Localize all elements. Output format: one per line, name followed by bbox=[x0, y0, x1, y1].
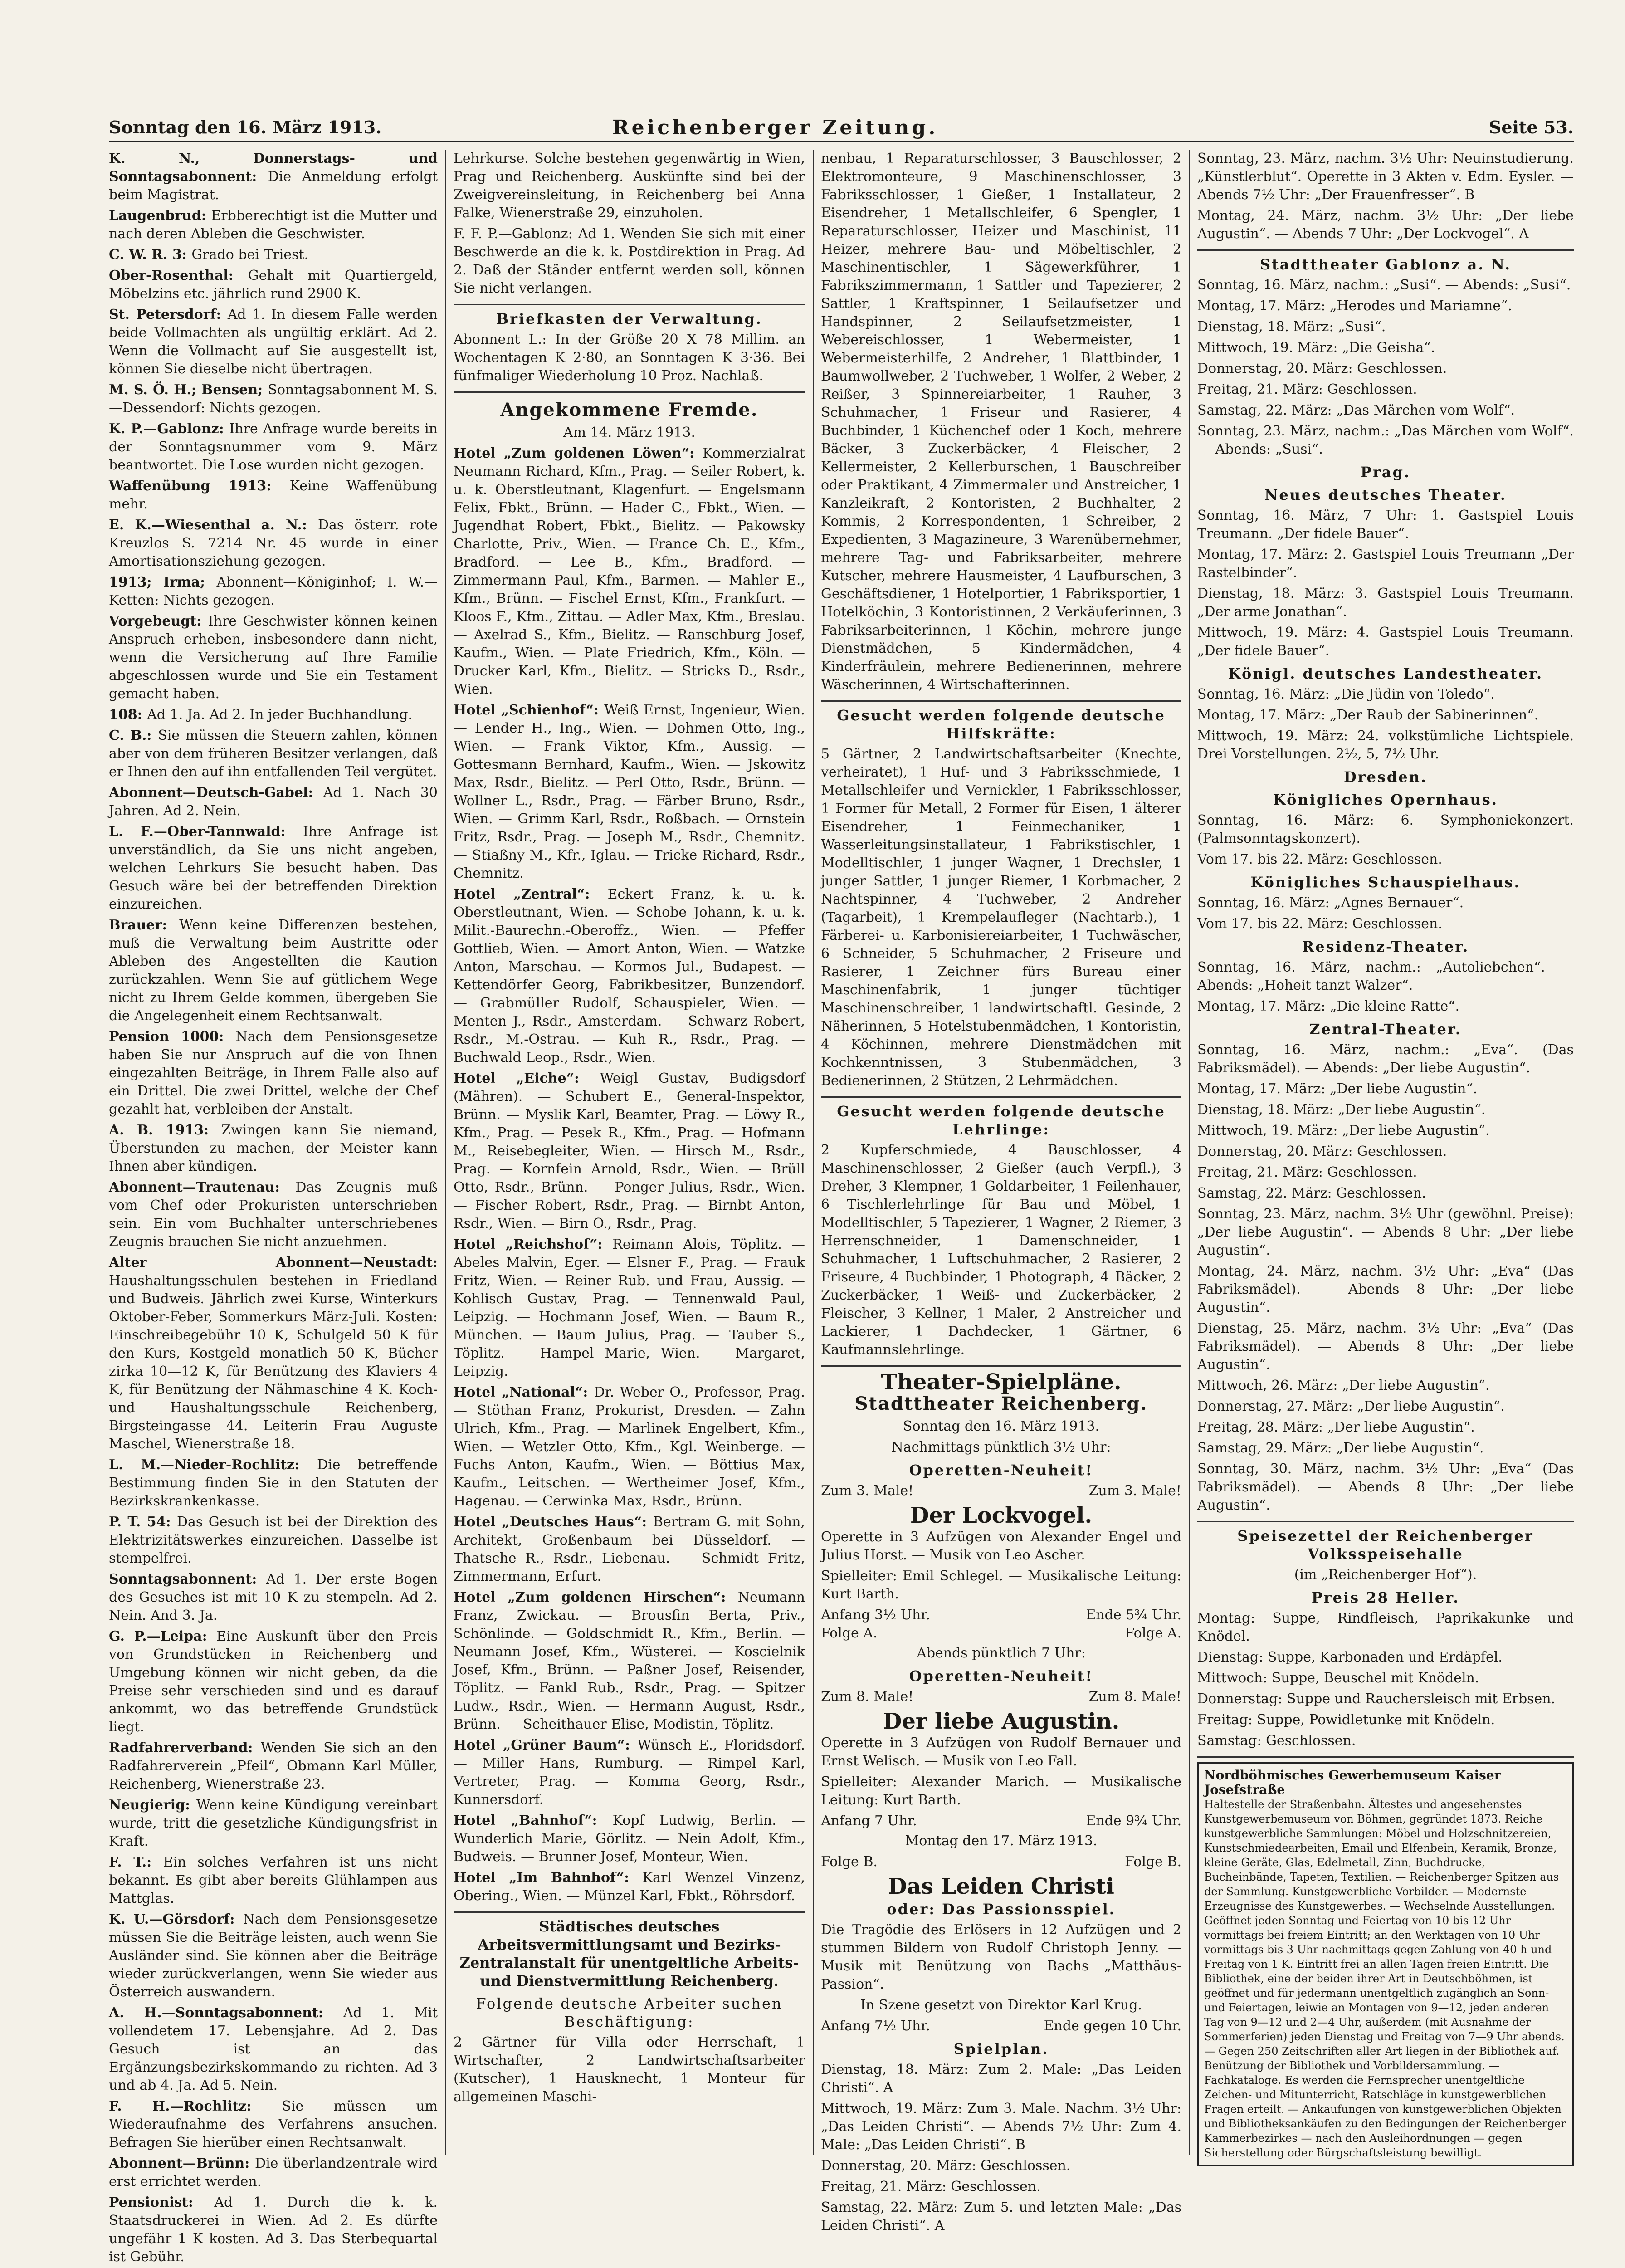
hotel-name: Hotel „Zum goldenen Hirschen“: bbox=[454, 1589, 738, 1605]
schedule-list bbox=[1197, 685, 1574, 763]
menu-location: (im „Reichenberger Hof“). bbox=[1294, 1567, 1477, 1583]
letter-entry bbox=[109, 1628, 438, 1736]
hotel-name: Hotel „Deutsches Haus“: bbox=[454, 1514, 653, 1530]
letter-reply: Nach dem Pensionsgesetze haben Sie nur Anspruch auf die von Ihnen eingezahlten Beiträge, in Ihrem Falle also auf ein Drittel. Die zwei Drittel, welche der Chef gezahlt hat, verbleiben der Anstalt. bbox=[109, 1029, 438, 1117]
schedule-entry: Montag, 17. März: „Die kleine Ratte“. bbox=[1197, 998, 1460, 1014]
show-title: Der liebe Augustin. bbox=[883, 1709, 1120, 1734]
show-series-row bbox=[821, 1853, 1181, 1871]
show-subtitle: oder: Das Passionsspiel. bbox=[887, 1901, 1116, 1918]
show-count: Zum 8. Male! bbox=[1088, 1689, 1181, 1705]
section-rule bbox=[821, 1096, 1181, 1098]
letter-entry bbox=[109, 1570, 438, 1625]
letter-addressee: Neugierig: bbox=[109, 1797, 196, 1813]
schedule-entry: Samstag, 22. März: „Das Märchen vom Wolf“. bbox=[1197, 402, 1515, 418]
show-direction: Spielleiter: Emil Schlegel. — Musikalische Leitung: Kurt Barth. bbox=[821, 1568, 1181, 1602]
paragraph: Lehrkurse. Solche bestehen gegenwärtig in Wien, Prag und Reichenberg. Auskünfte sind bei der Zweigvereinsleitung, in Reichenberg bei Anna Falke, Wienerstraße 29, einzuholen. bbox=[454, 151, 805, 221]
letter-addressee: F. H.—Rochlitz: bbox=[109, 2098, 282, 2114]
hotel-name: Hotel „Zum goldenen Löwen“: bbox=[454, 445, 703, 461]
section-rule bbox=[1197, 1521, 1574, 1522]
letter-reply: Ein solches Verfahren ist uns nicht bekannt. Es gibt aber bereits Glühlampen aus Mattglas. bbox=[109, 1854, 438, 1906]
letter-addressee: Laugenbrud: bbox=[109, 208, 211, 224]
schedule-list bbox=[1197, 811, 1574, 869]
show-description: Operette in 3 Aufzügen von Alexander Engel und Julius Horst. — Musik von Leo Ascher. bbox=[821, 1529, 1181, 1563]
letter-reply: Das Zeugnis muß vom Chef oder Prokuristen unterschrieben sein. Ein vom Buchhalter unterschriebenes Zeugnis brauchen Sie nicht anzuehmen. bbox=[109, 1179, 438, 1250]
column-2 bbox=[454, 150, 805, 2155]
hotel-entry bbox=[454, 701, 805, 883]
city-heading: Dresden. bbox=[1343, 768, 1428, 786]
hotel-entry bbox=[454, 1236, 805, 1381]
hotel-guests: Weiß Ernst, Ingenieur, Wien. — Lender H., Ing., Wien. — Dohmen Otto, Ing., Wien. — Frank Viktor, Kfm., Aussig. — Gottesmann Bernhard, Kaufm., Wien. — Jskowitz Max, Rsdr., Bielitz. — Perl Otto, Rsdr., Brünn. — Wollner L., Rsdr., Prag. — Färber Bruno, Rsdr., Wien. — Grimm Karl, Rsdr., Roßbach. — Ornstein Fritz, Rsdr., Prag. — Joseph M., Rsdr., Chemnitz. — Stiaßny M., Kfr., Iglau. — Tricke Richard, Rsdr., Chemnitz. bbox=[454, 702, 805, 881]
show-title: Das Leiden Christi bbox=[888, 1874, 1114, 1899]
letter-reply: Eine Auskunft über den Preis von Grundstücken in Reichenberg und Umgebung können wir nicht geben, da die Preise sehr verschieden sind und es darauf ankommt, wo das betreffende Grundstück liegt. bbox=[109, 1628, 438, 1735]
letter-entry bbox=[109, 246, 438, 264]
letter-reply: Ad 1. Der erste Bogen des Gesuches ist mit 10 K zu stempeln. Ad 2. Nein. And 3. Ja. bbox=[109, 1571, 438, 1623]
letter-reply: Sie müssen die Steuern zahlen, können aber von dem früheren Besitzer verlangen, daß er Ihnen den auf ihn entfallenden Teil vergütet. bbox=[109, 728, 438, 780]
museum-advertisement bbox=[1197, 1762, 1574, 2166]
letter-entry bbox=[109, 150, 438, 204]
letter-entry bbox=[109, 207, 438, 243]
schedule-entry: Freitag, 21. März: Geschlossen. bbox=[1197, 381, 1417, 397]
hotel-name: Hotel „Zentral“: bbox=[454, 886, 608, 902]
section-rule bbox=[454, 391, 805, 393]
theater-heading: Theater-Spielpläne. bbox=[881, 1369, 1122, 1395]
letter-reply: Nach dem Pensionsgesetze müssen Sie die Beiträge leisten, auch wenn Sie Ausländer sind. Sie können aber die Beiträge wieder zurückverlangen, wenn Sie wieder aus Österreich auswandern. bbox=[109, 1911, 438, 2000]
section-heading: Briefkasten der Verwaltung. bbox=[496, 310, 762, 327]
column-rule bbox=[1189, 150, 1190, 2155]
letter-reply: Die überlandzentrale wird erst errichtet werden. bbox=[109, 2156, 438, 2190]
letter-reply: Wenden Sie sich an den Radfahrerverein „Pfeil“, Obmann Karl Müller, Reichenberg, Wienerstraße 23. bbox=[109, 1740, 438, 1792]
show-series-row bbox=[821, 1624, 1181, 1642]
column-rule bbox=[445, 150, 446, 2155]
schedule-entry: Montag, 24. März, nachm. 3½ Uhr: „Eva“ (Das Fabriksmädel). — Abends 8 Uhr: „Der liebe Augustin“. bbox=[1197, 1263, 1574, 1315]
show-title: Der Lockvogel. bbox=[910, 1503, 1093, 1528]
show-end: Ende gegen 10 Uhr. bbox=[1044, 2018, 1181, 2034]
letter-entry bbox=[109, 1513, 438, 1568]
letter-reply: Das österr. rote Kreuzlos S. 7214 Nr. 45 wurde in einer Amortisationsziehung gezogen. bbox=[109, 517, 438, 569]
letter-reply: Wenn keine Kündigung vereinbart wurde, tritt die gesetzliche Kündigungsfrist in Kraft. bbox=[109, 1797, 438, 1849]
letter-addressee: Pensionist: bbox=[109, 2195, 215, 2210]
hotel-name: Hotel „Im Bahnhof“: bbox=[454, 1870, 643, 1886]
letter-reply: Ihre Anfrage wurde bereits in der Sonntagsnummer vom 9. März beantwortet. Die Lose wurden nicht gezogen. bbox=[109, 421, 438, 473]
schedule-entry: Vom 17. bis 22. März: Geschlossen. bbox=[1197, 851, 1442, 867]
letter-addressee: Abonnent—Deutsch-Gabel: bbox=[109, 785, 323, 801]
letter-reply: Die Anmeldung erfolgt beim Magistrat. bbox=[109, 169, 438, 203]
letter-addressee: K. N., Donnerstags- und Sonntagsabonnent: bbox=[109, 151, 438, 185]
newspaper-page bbox=[109, 113, 1583, 2265]
schedule-entry: Montag, 17. März: „Der Raub der Sabinerinnen“. bbox=[1197, 707, 1539, 723]
show-count-row bbox=[821, 1482, 1181, 1500]
schedule-entry: Dienstag, 25. März, nachm. 3½ Uhr: „Eva“ (Das Fabriksmädel). — Abends 8 Uhr: „Der liebe Augustin“. bbox=[1197, 1320, 1574, 1373]
schedule-entry: Donnerstag, 27. März: „Der liebe Augustin“. bbox=[1197, 1398, 1505, 1414]
section-rule bbox=[821, 700, 1181, 702]
hotel-entry bbox=[454, 1513, 805, 1586]
schedule-heading: Spielplan. bbox=[953, 2040, 1049, 2058]
column-rule bbox=[813, 150, 814, 2155]
schedule-entry: Mittwoch, 19. März: 24. volkstümliche Lichtspiele. Drei Vorstellungen. 2½, 5, 7½ Uhr. bbox=[1197, 728, 1574, 762]
column-4 bbox=[1197, 150, 1574, 2159]
hotel-guests: Dr. Weber O., Professor, Prag. — Stöthan Franz, Prokurist, Dresden. — Zahn Ulrich, Kfm., Prag. — Marlinek Engelbert, Kfm., Wien. — Wetzler Otto, Kfm., Kgl. Weinberge. — Fuchs Anton, Kaufm., Wien. — Böttius Max, Kaufm., Leitschen. — Wertheimer Josef, Kfm., Hagenau. — Cerwinka Max, Rsdr., Brünn. bbox=[454, 1384, 805, 1509]
schedule-entry: Montag: Suppe, Rindfleisch, Paprikakunke und Knödel. bbox=[1197, 1610, 1574, 1644]
show-times-row bbox=[821, 1812, 1181, 1830]
schedule-entry: Donnerstag, 20. März: Geschlossen. bbox=[1197, 361, 1447, 376]
hotel-entry bbox=[454, 1869, 805, 1905]
letter-entry bbox=[109, 420, 438, 474]
hotel-name: Hotel „Eiche“: bbox=[454, 1070, 600, 1086]
schedule-entry: Dienstag, 18. März: „Susi“. bbox=[1197, 319, 1386, 335]
section-rule bbox=[454, 1911, 805, 1913]
letter-entry bbox=[109, 306, 438, 378]
section-rule bbox=[1197, 1756, 1574, 1758]
letter-reply: Ihre Geschwister können keinen Anspruch erheben, insbesondere dann nicht, wenn die Versicherung auf Ihre Familie abgeschlossen wurde und Sie ein Testament gemacht haben. bbox=[109, 613, 438, 702]
schedule-entry: Freitag, 28. März: „Der liebe Augustin“. bbox=[1197, 1419, 1475, 1435]
hotel-name: Hotel „Schienhof“: bbox=[454, 702, 605, 718]
theater-name: Neues deutsches Theater. bbox=[1264, 486, 1507, 503]
schedule-entry: Montag, 17. März: „Der liebe Augustin“. bbox=[1197, 1081, 1478, 1097]
letter-entry bbox=[109, 1739, 438, 1794]
letter-addressee: Vorgebeugt: bbox=[109, 613, 208, 629]
letter-entry bbox=[109, 573, 438, 610]
schedule-entry: Donnerstag, 20. März: Geschlossen. bbox=[1197, 1144, 1447, 1159]
letter-entry bbox=[109, 1121, 438, 1176]
letter-addressee: Waffenübung 1913: bbox=[109, 478, 290, 494]
letter-entry bbox=[109, 267, 438, 303]
schedule-entry: Samstag, 22. März: Geschlossen. bbox=[1197, 1185, 1426, 1201]
letter-addressee: Abonnent—Trautenau: bbox=[109, 1179, 296, 1195]
letter-reply: Gehalt mit Quartiergeld, Möbelzins etc. jährlich rund 2900 K. bbox=[109, 268, 438, 302]
column-1-letters bbox=[109, 150, 438, 2265]
letter-entry bbox=[109, 1178, 438, 1251]
hotel-guests: Weigl Gustav, Budigsdorf (Mähren). — Schubert E., General-Inspektor, Brünn. — Myslik Karl, Beamter, Prag. — Löwy R., Kfm., Prag. — Pesek R., Kfm., Prag. — Hofmann M., Reisebegleiter, Wien. — Hirsch M., Rsdr., Prag. — Kornfein Arnold, Rsdr., Wien. — Brüll Otto, Rsdr., Brünn. — Ponger Julius, Rsdr., Wien. — Fischer Robert, Rsdr., Prag. — Birnbt Anton, Rsdr., Wien. — Birn O., Rsdr., Prag. bbox=[454, 1070, 805, 1232]
running-header bbox=[109, 113, 1574, 142]
hotel-entry bbox=[454, 1070, 805, 1233]
menu-list bbox=[1197, 1609, 1574, 1750]
theater-name: Stadttheater Gablonz a. N. bbox=[1260, 256, 1511, 273]
hotel-entry bbox=[454, 445, 805, 699]
letter-addressee: K. U.—Görsdorf: bbox=[109, 1911, 243, 1927]
schedule-entry: Sonntag, 16. März, nachm.: „Susi“. — Abends: „Susi“. bbox=[1197, 277, 1571, 293]
section-subheading: Folgende deutsche Arbeiter suchen Beschäftigung: bbox=[476, 1995, 783, 2030]
hotel-entry bbox=[454, 1589, 805, 1734]
letter-reply: Sonntagsabonnent M. S.—Dessendorf: Nichts gezogen. bbox=[109, 382, 438, 416]
schedule-entry: Samstag, 22. März: Zum 5. und letzten Male: „Das Leiden Christi“. A bbox=[821, 2200, 1181, 2234]
schedule-entry: Mittwoch, 26. März: „Der liebe Augustin“. bbox=[1197, 1378, 1490, 1393]
show-description: Die Tragödie des Erlösers in 12 Aufzügen und 2 stummen Bildern von Rudolf Christoph Jenny. — Musik mit Benützung von Bachs „Matthäus-Passion“. bbox=[821, 1922, 1181, 1992]
schedule-entry: Montag, 24. März, nachm. 3½ Uhr: „Der liebe Augustin“. — Abends 7 Uhr: „Der Lockvogel“. A bbox=[1197, 208, 1574, 242]
schedule-entry: Dienstag, 18. März: 3. Gastspiel Louis Treumann. „Der arme Jonathan“. bbox=[1197, 586, 1574, 620]
show-start: Anfang 7 Uhr. bbox=[821, 1813, 917, 1829]
letter-reply: Wenn keine Differenzen bestehen, muß die Verwaltung beim Austritte oder Ableben des Angestellten die Kaution zurückzahlen. Wenn Sie auf gütlichem Wege nicht zu Ihrem Gelde kommen, übergeben Sie die Angelegenheit einem Rechtsanwalt. bbox=[109, 917, 438, 1024]
letter-addressee: P. T. 54: bbox=[109, 1514, 177, 1530]
letter-entry bbox=[109, 2097, 438, 2152]
show-series: Folge A. bbox=[1125, 1625, 1181, 1641]
letter-reply: Grado bei Triest. bbox=[191, 247, 309, 263]
show-count: Zum 3. Male! bbox=[1088, 1483, 1181, 1499]
letter-addressee: Alter Abonnent—Neustadt: bbox=[109, 1255, 438, 1271]
schedule-entry: Montag, 17. März: 2. Gastspiel Louis Treumann „Der Rastelbinder“. bbox=[1197, 547, 1574, 581]
schedule-entry: Vom 17. bis 22. März: Geschlossen. bbox=[1197, 916, 1442, 932]
schedule-list bbox=[1197, 507, 1574, 660]
letter-entry bbox=[109, 1796, 438, 1851]
letter-addressee: Abonnent—Brünn: bbox=[109, 2156, 255, 2171]
menu-price: Preis 28 Heller. bbox=[1311, 1589, 1460, 1606]
header-date: Sonntag den 16. März 1913. bbox=[109, 117, 382, 137]
newspaper-title: Reichenberger Zeitung. bbox=[612, 116, 938, 139]
hotel-list bbox=[454, 445, 805, 1905]
letter-reply: Sie müssen um Wiederaufnahme des Verfahrens ansuchen. Befragen Sie hierüber einen Rechtsanwalt. bbox=[109, 2098, 438, 2151]
schedule-entry: Sonntag, 23. März, nachm. 3½ Uhr: Neuinstudierung. „Künstlerblut“. Operette in 3 Akten v. Edm. Eysler. — Abends 7½ Uhr: „Der Frauenfresser“. B bbox=[1197, 151, 1574, 203]
theater-name: Königl. deutsches Landestheater. bbox=[1228, 665, 1543, 682]
schedule-entry: Mittwoch, 19. März: 4. Gastspiel Louis Treumann. „Der fidele Bauer“. bbox=[1197, 625, 1574, 659]
show-series: Folge B. bbox=[821, 1854, 878, 1870]
letter-reply: Ad 1. Mit vollendetem 17. Lebensjahre. Ad 2. Das Gesuch ist an das Ergänzungsbezirkskommando zu richten. Ad 3 und ab 4. Ja. Ad 5. Nein. bbox=[109, 2005, 438, 2093]
letter-reply: Keine Waffenübung mehr. bbox=[109, 478, 438, 512]
letter-entry bbox=[109, 1456, 438, 1510]
letter-addressee: C. W. R. 3: bbox=[109, 247, 192, 263]
section-rule bbox=[821, 1365, 1181, 1367]
show-kind: Operetten-Neuheit! bbox=[909, 1667, 1093, 1685]
letter-addressee: 108: bbox=[109, 707, 147, 723]
schedule-entry: Freitag: Suppe, Powidletunke mit Knödeln. bbox=[1197, 1712, 1495, 1728]
letter-entry bbox=[109, 1853, 438, 1908]
letter-addressee: L. M.—Nieder-Rochlitz: bbox=[109, 1457, 317, 1473]
schedule-list bbox=[1197, 894, 1574, 933]
section-heading: Angekommene Fremde. bbox=[500, 399, 758, 420]
letter-entry bbox=[109, 1254, 438, 1453]
schedule-entry: Sonntag, 16. März: „Die Jüdin von Toledo“. bbox=[1197, 686, 1495, 702]
page-number: Seite 53. bbox=[1488, 117, 1574, 137]
theater-name: Königliches Schauspielhaus. bbox=[1250, 874, 1521, 891]
letter-addressee: A. H.—Sonntagsabonnent: bbox=[109, 2005, 343, 2021]
section-rule bbox=[454, 304, 805, 305]
show-count: Zum 3. Male! bbox=[821, 1483, 914, 1499]
show-count: Zum 8. Male! bbox=[821, 1689, 914, 1705]
show-series: Folge A. bbox=[821, 1625, 878, 1641]
letter-reply: Abonnent—Königinhof; I. W.—Ketten: Nichts gezogen. bbox=[109, 574, 438, 608]
letter-reply: Haushaltungsschulen bestehen in Friedland und Budweis. Jährlich zwei Kurse, Winterkurs Oktober-Feber, Sommerkurs März-Juli. Kosten: Einschreibegebühr 10 K, Schulgeld 50 K für den Kurs, Kostgeld monatlich 50 K, Bücher zirka 10—12 K, für Benützung des Klaviers 4 K, für Benützung der Nähmaschine 4 K. Koch- und Haushaltungsschule Reichenberg, Birgsteingasse 44. Leiterin Frau Auguste Maschel, Wienerstraße 18. bbox=[109, 1273, 438, 1452]
letter-reply: Ad 1. Nach 30 Jahren. Ad 2. Nein. bbox=[109, 785, 438, 819]
hotel-guests: Kommerzialrat Neumann Richard, Kfm., Prag. — Seiler Robert, k. u. k. Oberstleutnant, Klagenfurt. — Engelsmann Felix, Fbkt., Brünn. — Hader C., Fbkt., Wien. — Jugendhat Robert, Fbkt., Bielitz. — Pakowsky Charlotte, Priv., Wien. — France Ch. E., Kfm., Bradford. — Lee B., Kfm., Bradford. — Zimmermann Paul, Kfm., Barmen. — Mahler E., Kfm., Brünn. — Fischel Ernst, Kfm., Frankfurt. — Kloos F., Kfm., Zittau. — Adler Max, Kfm., Breslau. — Axelrad S., Kfm., Bielitz. — Ranschburg Josef, Kaufm., Wien. — Plate Friedrich, Kfm., Köln. — Drucker Karl, Kfm., Bielitz. — Stricks D., Rsdr., Wien. bbox=[454, 445, 805, 697]
schedule-entry: Montag, 17. März: „Herodes und Mariamne“. bbox=[1197, 298, 1512, 314]
show-end: Ende 5¾ Uhr. bbox=[1086, 1607, 1181, 1623]
theater-name: Stadttheater Reichenberg. bbox=[854, 1393, 1148, 1414]
hotel-name: Hotel „Bahnhof“: bbox=[454, 1813, 613, 1828]
section-rule bbox=[1197, 249, 1574, 251]
hotel-entry bbox=[454, 1383, 805, 1510]
schedule-entry: Mittwoch, 19. März: Zum 3. Male. Nachm. 3½ Uhr: „Das Leiden Christi“. — Abends 7½ Uhr: Zum 4. Male: „Das Leiden Christi“. B bbox=[821, 2101, 1181, 2153]
letter-entry bbox=[109, 823, 438, 914]
paragraph: 5 Gärtner, 2 Landwirtschaftsarbeiter (Knechte, verheiratet), 1 Huf- und 3 Fabriksschmiede, 1 Metallschleifer und Vernickler, 1 Fabriksschlosser, 1 Former für Metall, 2 Former für Eisen, 1 älterer Eisendreher, 1 Feinmechaniker, 1 Wasserleitungsinstallateur, 1 Fabrikstischler, 1 Modelltischler, 1 junger Wagner, 1 Drechsler, 1 junger Sattler, 1 junger Riemer, 1 Korbmacher, 2 Nachtspinner, 4 Tuchweber, 2 Andreher (Tagarbeit), 1 Krempelaufleger (Nachtarb.), 1 Färberei- u. Karbonisiereiarbeiter, 1 Tuchwäscher, 6 Schneider, 5 Schuhmacher, 2 Friseure und Rasierer, 1 Zeichner fürs Bureau einer Maschinenfabrik, 1 junger tüchtiger Maschinenschreiber, 1 landwirtschaftl. Gesinde, 2 Näherinnen, 5 Hotelstubenmädchen, 1 Kontoristin, 4 Köchinnen, mehrere Dienstmädchen mit Kochkenntnissen, 3 Stubenmädchen, 3 Bedienerinnen, 2 Stützen, 2 Lehrmädchen. bbox=[821, 746, 1181, 1089]
schedule-entry: Dienstag, 18. März: „Der liebe Augustin“. bbox=[1197, 1102, 1486, 1118]
schedule-list bbox=[1197, 958, 1574, 1016]
letter-addressee: G. P.—Leipa: bbox=[109, 1628, 217, 1644]
letter-entry bbox=[109, 477, 438, 513]
hotel-name: Hotel „Grüner Baum“: bbox=[454, 1737, 638, 1753]
letter-addressee: Sonntagsabonnent: bbox=[109, 1571, 266, 1587]
schedule-entry: Mittwoch, 19. März: „Der liebe Augustin“. bbox=[1197, 1123, 1490, 1139]
letter-entry bbox=[109, 706, 438, 724]
hotel-entry bbox=[454, 885, 805, 1067]
show-direction: In Szene gesetzt von Direktor Karl Krug. bbox=[860, 1997, 1142, 2013]
hotel-entry bbox=[454, 1812, 805, 1866]
column-3 bbox=[821, 150, 1181, 2234]
show-count-row bbox=[821, 1688, 1181, 1706]
section-heading: Gesucht werden folgende deutsche Hilfskräfte: bbox=[837, 707, 1166, 742]
schedule-entry: Samstag, 29. März: „Der liebe Augustin“. bbox=[1197, 1440, 1484, 1456]
show-start: Anfang 7½ Uhr. bbox=[821, 2018, 930, 2034]
theater-name: Zentral-Theater. bbox=[1309, 1021, 1462, 1038]
show-time: Nachmittags pünktlich 3½ Uhr: bbox=[891, 1439, 1111, 1455]
paragraph: nenbau, 1 Reparaturschlosser, 3 Bauschlosser, 2 Elektromonteure, 9 Maschinenschlosser, 3 Fabriksschlosser, 1 Gießer, 1 Installateur, 2 Eisendreher, 1 Metallschleifer, 6 Spengler, 1 Reparaturschlosser, Heizer und Maschinist, 11 Heizer, mehrere Bau- und Möbeltischler, 2 Maschinentischler, 1 Sägewerkführer, 1 Fabrikszimmermann, 1 Sattler und Tapezierer, 2 Sattler, 1 Kraftspinner, 1 Seilaufsetzer und Handspinner, 2 Seilaufsetzmeister, 1 Webereischlosser, 1 Webermeister, 1 Webermeisterhilfe, 2 Andreher, 1 Blattbinder, 1 Baumwollweber, 2 Tuchweber, 1 Wolfer, 2 Weber, 2 Reißer, 3 Spinnereiarbeiter, 1 Rauher, 3 Schuhmacher, 1 Friseur und Rasierer, 4 Buchbinder, 1 Küchenchef oder 1 Koch, mehrere Bäcker, 3 Zuckerbäcker, 4 Fleischer, 2 Kellermeister, 2 Kellerburschen, 1 Bauschreiber oder Praktikant, 4 Zimmermaler und Anstreicher, 1 Kanzleikraft, 2 Kontoristen, 2 Buchhalter, 2 Kommis, 2 Korrespondenten, 1 Schreiber, 2 Expedienten, 3 Magazineure, 3 Warenübernehmer, mehrere Tag- und Fabriksarbeiter, mehrere Kutscher, mehrere Hausmeister, 4 Laufburschen, 3 Geschäftsdiener, 1 Hotelportier, 1 Fabriksportier, 1 Hotelköchin, 3 Kontoristinnen, 2 Verkäuferinnen, 3 Fabriksarbeiterinnen, 1 Köchin, mehrere junge Dienstmädchen, 5 Kindermädchen, 4 Kinderfräulein, mehrere Bedienerinnen, mehrere Wäscherinnen, 4 Wirtschafterinnen. bbox=[821, 151, 1181, 693]
hotel-guests: Reimann Alois, Töplitz. — Abeles Malvin, Eger. — Elsner F., Prag. — Frauk Fritz, Wien. — Reiner Rub. und Frau, Aussig. — Kohlisch Gustav, Prag. — Tennenwald Paul, Leipzig. — Hochmann Josef, Wien. — Baum R., München. — Baum Julius, Prag. — Tauber S., Töplitz. — Hampel Marie, Wien. — Margaret, Leipzig. bbox=[454, 1237, 805, 1379]
schedule-entry: Mittwoch: Suppe, Beuschel mit Knödeln. bbox=[1197, 1670, 1479, 1686]
show-kind: Operetten-Neuheit! bbox=[909, 1461, 1093, 1479]
schedule-entry: Donnerstag, 20. März: Geschlossen. bbox=[821, 2158, 1071, 2174]
schedule-entry: Sonntag, 23. März, nachm.: „Das Märchen vom Wolf“. — Abends: „Susi“. bbox=[1197, 423, 1574, 457]
letter-reply: Ad 1. Durch die k. k. Staatsdruckerei in Wien. Ad 2. Es dürfte ungefähr 1 K kosten. Ad 3. Das Sterbequartal ist Gebühr. bbox=[109, 2195, 438, 2265]
paragraph: 2 Gärtner für Villa oder Herrschaft, 1 Wirtschafter, 2 Landwirtschaftsarbeiter (Kutscher), 1 Hausknecht, 1 Monteur für allgemeinen Maschi- bbox=[454, 2034, 805, 2105]
letter-addressee: E. K.—Wiesenthal a. N.: bbox=[109, 517, 318, 533]
schedule-entry: Freitag, 21. März: Geschlossen. bbox=[821, 2179, 1041, 2195]
schedule-entry: Sonntag, 16. März, nachm.: „Eva“. (Das Fabriksmädel). — Abends: „Der liebe Augustin“. bbox=[1197, 1042, 1574, 1076]
paragraph: 2 Kupferschmiede, 4 Bauschlosser, 4 Maschinenschlosser, 2 Gießer (auch Verpfl.), 3 Dreher, 3 Klempner, 1 Goldarbeiter, 1 Feilenhauer, 6 Tischlerlehrlinge für Bau und Möbel, 1 Modelltischler, 5 Tapezierer, 1 Wagner, 2 Riemer, 3 Herrenschneider, 1 Damenschneider, 1 Schuhmacher, 1 Luftschuhmacher, 2 Rasierer, 2 Friseure, 4 Buchbinder, 1 Photograph, 4 Bäcker, 2 Zuckerbäcker, 1 Weiß- und Zuckerbäcker, 2 Fleischer, 3 Kellner, 1 Maler, 2 Anstreicher und Lackierer, 1 Dachdecker, 1 Gärtner, 6 Kaufmannslehrlinge. bbox=[821, 1142, 1181, 1358]
letter-addressee: Radfahrerverband: bbox=[109, 1740, 261, 1756]
schedule-entry: Sonntag, 16. März, 7 Uhr: 1. Gastspiel Louis Treumann. „Der fidele Bauer“. bbox=[1197, 508, 1574, 542]
hotel-guests: Kopf Ludwig, Berlin. — Wunderlich Marie, Görlitz. — Nein Adolf, Kfm., Budweis. — Brunner Josef, Monteur, Wien. bbox=[454, 1813, 805, 1865]
schedule-list bbox=[1197, 276, 1574, 459]
schedule-entry: Sonntag, 23. März, nachm. 3½ Uhr (gewöhnl. Preise): „Der liebe Augustin“. — Abends 8 Uhr: „Der liebe Augustin“. bbox=[1197, 1206, 1574, 1258]
letter-entry bbox=[109, 612, 438, 703]
theater-name: Königliches Opernhaus. bbox=[1273, 791, 1498, 808]
letter-addressee: F. T.: bbox=[109, 1854, 163, 1870]
letter-addressee: Pension 1000: bbox=[109, 1029, 236, 1045]
hotel-entry bbox=[454, 1736, 805, 1809]
schedule-entry: Dienstag, 18. März: Zum 2. Male: „Das Leiden Christi“. A bbox=[821, 2062, 1181, 2096]
show-date: Sonntag den 16. März 1913. bbox=[903, 1418, 1100, 1434]
letter-addressee: L. F.—Ober-Tannwald: bbox=[109, 824, 303, 840]
schedule-entry: Sonntag, 16. März: „Agnes Bernauer“. bbox=[1197, 895, 1464, 911]
letter-addressee: Brauer: bbox=[109, 917, 180, 933]
letter-entry bbox=[109, 381, 438, 417]
paragraph: Abonnent L.: In der Größe 20 X 78 Millim. an Wochentagen K 2·80, an Sonntagen K 3·36. Bei fünfmaliger Wiederholung 10 Proz. Nachlaß. bbox=[454, 332, 805, 384]
letter-reply: Die betreffende Bestimmung finden Sie in den Statuten der Bezirkskrankenkasse. bbox=[109, 1457, 438, 1509]
letter-entry bbox=[109, 2004, 438, 2095]
letter-reply: Ad 1. In diesem Falle werden beide Vollmachten als ungültig erklärt. Ad 2. Wenn die Vollmacht auf Sie ausgestellt ist, können Sie dieselbe nicht übertragen. bbox=[109, 307, 438, 377]
schedule-entry: Sonntag, 30. März, nachm. 3½ Uhr: „Eva“ (Das Fabriksmädel). — Abends 8 Uhr: „Der liebe Augustin“. bbox=[1197, 1461, 1574, 1513]
letter-entry bbox=[109, 516, 438, 571]
hotel-guests: Bertram G. mit Sohn, Architekt, Großenbaum bei Düsseldorf. — Thatsche R., Rsdr., Liebenau. — Schmidt Fritz, Zimmermann, Erfurt. bbox=[454, 1514, 805, 1584]
show-times-row bbox=[821, 1606, 1181, 1624]
show-times-row bbox=[821, 2017, 1181, 2035]
letter-entry bbox=[109, 2194, 438, 2266]
section-date: Am 14. März 1913. bbox=[563, 425, 696, 440]
section-heading: Städtisches deutsches Arbeitsvermittlungsamt und Bezirks-Zentralanstalt für unentgeltliche Arbeits- und Dienstvermittlung Reichenberg. bbox=[459, 1918, 799, 1989]
letter-entry bbox=[109, 1028, 438, 1119]
schedule-entry: Dienstag: Suppe, Karbonaden und Erdäpfel. bbox=[1197, 1649, 1503, 1665]
schedule-entry: Sonntag, 16. März: 6. Symphoniekonzert. (Palmsonntagskonzert). bbox=[1197, 812, 1574, 846]
show-description: Operette in 3 Aufzügen von Rudolf Bernauer und Ernst Welisch. — Musik von Leo Fall. bbox=[821, 1735, 1181, 1769]
museum-title: Nordböhmisches Gewerbemuseum Kaiser Josefstraße bbox=[1204, 1768, 1501, 1797]
hotel-guests: Karl Wenzel Vinzenz, Obering., Wien. — Münzel Karl, Fbkt., Röhrsdorf. bbox=[454, 1870, 805, 1904]
letter-reply: Ad 1. Ja. Ad 2. In jeder Buchhandlung. bbox=[147, 707, 413, 723]
letter-addressee: C. B.: bbox=[109, 728, 158, 743]
hotel-name: Hotel „National“: bbox=[454, 1384, 594, 1400]
hotel-name: Hotel „Reichshof“: bbox=[454, 1237, 613, 1252]
show-time: Abends pünktlich 7 Uhr: bbox=[917, 1645, 1086, 1661]
letter-entry bbox=[109, 2155, 438, 2191]
show-series: Folge B. bbox=[1125, 1854, 1181, 1870]
schedule-entry: Donnerstag: Suppe und Rauchersleisch mit Erbsen. bbox=[1197, 1691, 1556, 1707]
hotel-guests: Wünsch E., Floridsdorf. — Miller Hans, Rumburg. — Rimpel Karl, Vertreter, Prag. — Komma Georg, Rsdr., Kunnersdorf. bbox=[454, 1737, 805, 1808]
schedule-entry: Samstag: Geschlossen. bbox=[1197, 1733, 1356, 1749]
schedule-list bbox=[821, 2061, 1181, 2235]
letter-addressee: Ober-Rosenthal: bbox=[109, 268, 248, 284]
hotel-guests: Eckert Franz, k. u. k. Oberstleutnant, Wien. — Schobe Johann, k. u. k. Milit.-Baurechn.-Oberoffz., Wien. — Pfeffer Gottlieb, Wien. — Amort Anton, Wien. — Watzke Anton, Marschau. — Kormos Jul., Budapest. — Kettendörfer Georg, Fabrikbesitzer, Bunzendorf. — Grabmüller Rudolf, Schauspieler, Wien. — Menten J., Rsdr., Amsterdam. — Schwarz Robert, Rsdr., M.-Ostrau. — Kuh R., Rsdr., Prag. — Buchwald Leop., Rsdr., Wien. bbox=[454, 886, 805, 1066]
letter-entry bbox=[109, 1911, 438, 2001]
show-date: Montag den 17. März 1913. bbox=[905, 1833, 1098, 1849]
paragraph: F. F. P.—Gablonz: Ad 1. Wenden Sie sich mit einer Beschwerde an die k. k. Postdirektion in Prag. Ad 2. Daß der Ständer entfernt werden soll, können Sie nicht verlangen. bbox=[454, 226, 805, 296]
letter-addressee: M. S. Ö. H.; Bensen; bbox=[109, 382, 268, 398]
hotel-guests: Neumann Franz, Zwickau. — Brousfin Berta, Priv., Schönlinde. — Goldschmidt R., Kfm., Berlin. — Neumann Josef, Kfm., Wüsterei. — Koscielnik Josef, Kfm., Brünn. — Paßner Josef, Reisender, Töplitz. — Fankl Rub., Rsdr., Prag. — Spitzer Ludw., Rsdr., Wien. — Hermann August, Rsdr., Brünn. — Scheithauer Elise, Modistin, Töplitz. bbox=[454, 1589, 805, 1732]
letter-reply: Erbberechtigt ist die Mutter und nach deren Ableben die Geschwister. bbox=[109, 208, 438, 242]
letter-addressee: St. Petersdorf: bbox=[109, 307, 228, 323]
museum-text: Haltestelle der Straßenbahn. Ältestes und angesehenstes Kunstgewerbemuseum von Böhmen, gegründet 1873. Reiche kunstgewerbliche Sammlungen: Möbel und Holzschnitzereien, Kunstschmiedearbeiten, Email und Elfenbein, Keramik, Bronze, kleine Geräte, Glas, Edelmetall, Zinn, Buchdrucke, Bucheinbände, Tapeten, Textilien. — Reichenberger Spitzen aus der Sammlung. Kunstgewerbliche Vorbilder. — Modernste Erzeugnisse des Kunstgewerbes. — Wechselnde Ausstellungen. Geöffnet jeden Sonntag und Feiertag von 10 bis 12 Uhr vormittags bei freiem Eintritt; an den Werktagen von 10 Uhr vormittags bis 3 Uhr nachmittags gegen Zahlung von 40 h und Freitag von 1 K. Eintritt frei an allen Tagen freien Eintritt. Die Bibliothek, eine der beiden ihrer Art in Deutschböhmen, ist geöffnet und für jedermann unentgeltlich zugänglich an Sonn- und Feiertagen, leiwie an Montagen von 9—12, jeden anderen Tag von 9—12 und 2—4 Uhr, außerdem (mit Ausnahme der Sommerferien) jeden Dienstag und Freitag von 7—9 Uhr abends. — Gegen 250 Zeitschriften aller Art liegen in der Bibliothek auf. Benützung der Bibliothek und Vorbildersammlung. — Fachkataloge. Es werden die Fernsprecher unentgeltliche Zeichen- und Mitunterricht, Ratschläge in kunstgewerblichen Fragen erteilt. — Ankaufungen von kunstgewerblichen Objekten und Bibliotheksankäufen zu den Bedingungen der Reichenberger Kammerbezirkes — nach den Ausleihordnungen — gegen Sicherstellung oder Bürgschaftsleistung bewilligt. bbox=[1204, 1798, 1566, 2159]
letter-entry bbox=[109, 784, 438, 820]
section-heading: Gesucht werden folgende deutsche Lehrlinge: bbox=[837, 1103, 1166, 1138]
letter-entry bbox=[109, 727, 438, 781]
show-start: Anfang 3½ Uhr. bbox=[821, 1607, 930, 1623]
schedule-list bbox=[1197, 1041, 1574, 1515]
letter-addressee: K. P.—Gablonz: bbox=[109, 421, 229, 437]
letter-addressee: A. B. 1913: bbox=[109, 1122, 222, 1138]
letter-reply: Das Gesuch ist bei der Direktion des Elektrizitätswerkes einzureichen. Dasselbe ist stempelfrei. bbox=[109, 1514, 438, 1566]
show-direction: Spielleiter: Alexander Marich. — Musikalische Leitung: Kurt Barth. bbox=[821, 1774, 1181, 1808]
letter-entry bbox=[109, 916, 438, 1025]
menu-heading: Speisezettel der Reichenberger Volksspeisehalle bbox=[1237, 1527, 1534, 1563]
schedule-entry: Freitag, 21. März: Geschlossen. bbox=[1197, 1164, 1417, 1180]
letter-addressee: 1913; Irma; bbox=[109, 574, 217, 590]
show-end: Ende 9¾ Uhr. bbox=[1086, 1813, 1181, 1829]
theater-name: Residenz-Theater. bbox=[1302, 938, 1469, 955]
letter-reply: Zwingen kann Sie niemand, Überstunden zu machen, der Meister kann Ihnen aber kündigen. bbox=[109, 1122, 438, 1174]
letter-reply: Ihre Anfrage ist unverständlich, da Sie uns nicht angeben, welchen Lehrkurs Sie besucht haben. Das Gesuch wäre bei der betreffenden Direktion einzureichen. bbox=[109, 824, 438, 912]
schedule-entry: Sonntag, 16. März, nachm.: „Autoliebchen“. — Abends: „Hoheit tanzt Walzer“. bbox=[1197, 959, 1574, 993]
city-heading: Prag. bbox=[1360, 464, 1411, 481]
schedule-entry: Mittwoch, 19. März: „Die Geisha“. bbox=[1197, 340, 1435, 356]
schedule-list bbox=[1197, 150, 1574, 243]
